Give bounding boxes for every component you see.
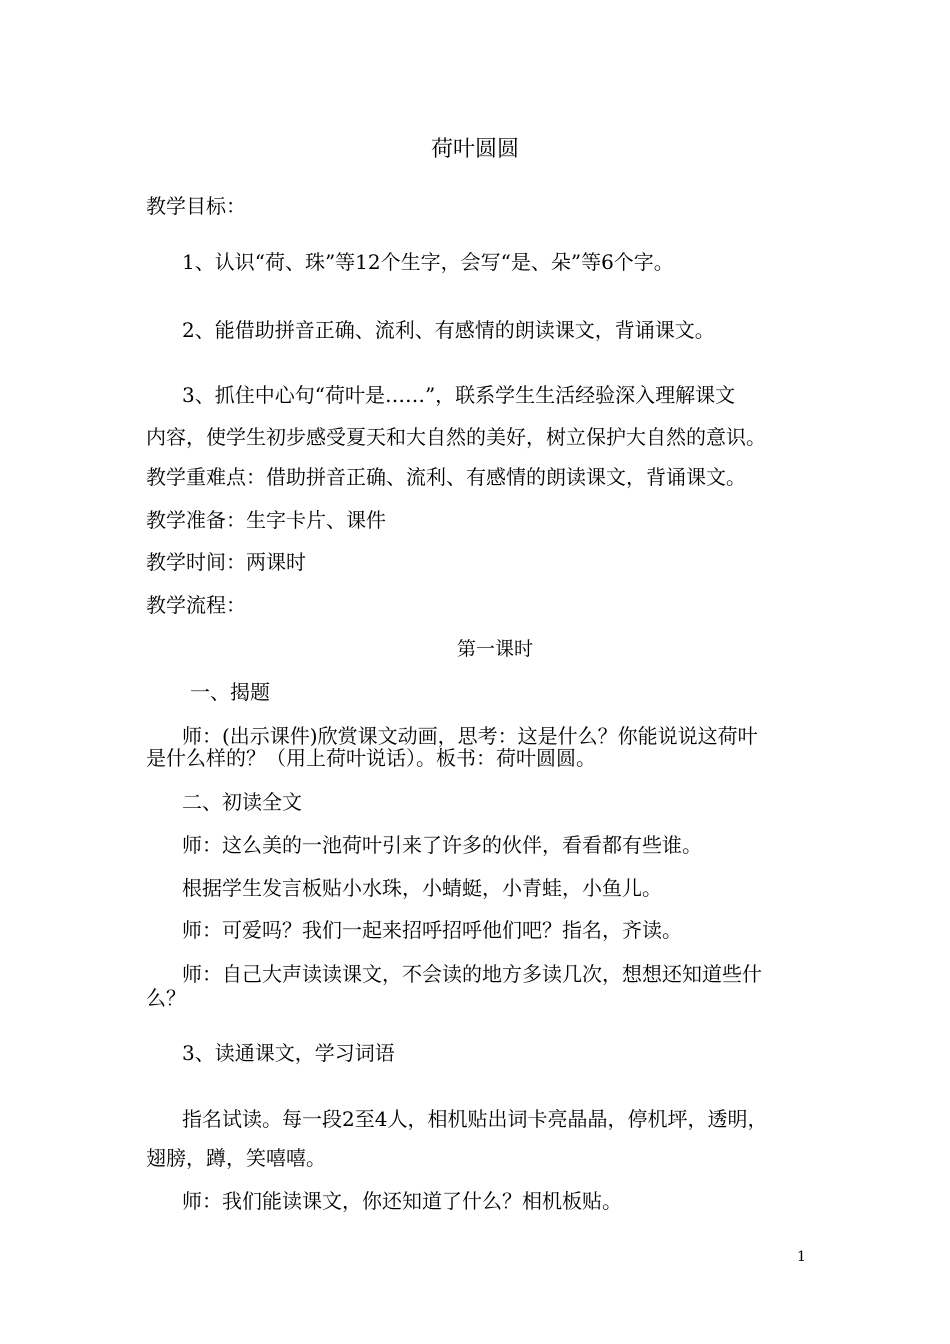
objective-2: 2、能借助拼音正确、流利、有感情的朗读课文，背诵课文。	[182, 318, 715, 342]
paragraph-5-line-1: 师：自己大声读读课文，不会读的地方多读几次，想想还知道些什	[182, 962, 762, 986]
key-difficulty: 教学重难点：借助拼音正确、流利、有感情的朗读课文，背诵课文。	[146, 465, 746, 489]
paragraph-1-line-2: 是什么样的？（用上荷叶说话）。板书：荷叶圆圆。	[146, 746, 596, 770]
paragraph-5-line-2: 么？	[146, 986, 186, 1010]
lesson-heading: 第一课时	[456, 638, 533, 660]
paragraph-4: 师：可爱吗？我们一起来招呼招呼他们吧？指名，齐读。	[182, 918, 682, 942]
paragraph-7: 师：我们能读课文，你还知道了什么？相机板贴。	[182, 1189, 622, 1213]
section-1-heading: 一、揭题	[190, 680, 270, 704]
teaching-time: 教学时间：两课时	[146, 550, 306, 574]
page-number: 1	[797, 1249, 806, 1265]
paragraph-3: 根据学生发言板贴小水珠，小蜻蜓，小青蛙，小鱼儿。	[182, 876, 662, 900]
section-2-heading: 二、初读全文	[182, 790, 302, 814]
process-heading: 教学流程：	[146, 593, 246, 617]
objectives-heading: 教学目标：	[146, 194, 246, 218]
document-title: 荷叶圆圆	[430, 137, 519, 162]
paragraph-2: 师：这么美的一池荷叶引来了许多的伙伴，看看都有些谁。	[182, 833, 702, 857]
paragraph-6-line-2: 翅膀，蹲，笑嘻嘻。	[146, 1146, 326, 1170]
paragraph-6-line-1: 指名试读。每一段2至4人，相机贴出词卡亮晶晶，停机坪，透明，	[182, 1107, 768, 1131]
preparation: 教学准备：生字卡片、课件	[146, 508, 386, 532]
section-3-heading: 3、读通课文，学习词语	[182, 1041, 395, 1065]
objective-3-line-1: 3、抓住中心句“荷叶是……”，联系学生生活经验深入理解课文	[182, 383, 736, 407]
objective-3-line-2: 内容，使学生初步感受夏天和大自然的美好，树立保护大自然的意识。	[146, 425, 766, 449]
objective-1: 1、认识“荷、珠”等12个生字，会写“是、朵”等6个字。	[182, 250, 674, 274]
paragraph-1-line-1: 师：(出示课件)欣赏课文动画，思考：这是什么？你能说说这荷叶	[182, 724, 758, 748]
